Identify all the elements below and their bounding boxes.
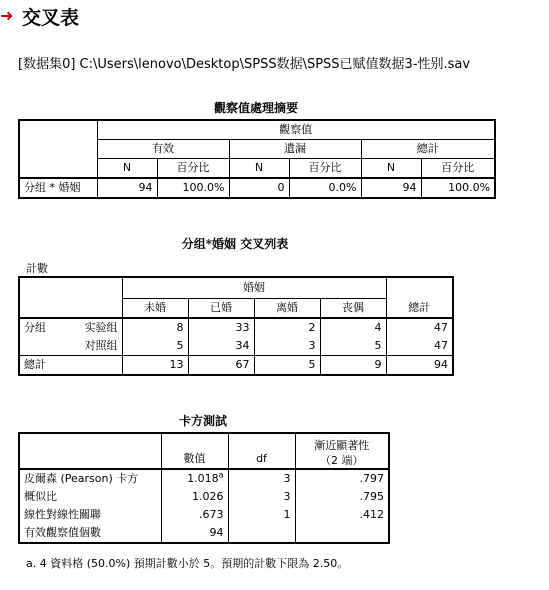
cell-value: 34 [188,337,254,356]
cell-value: 8 [122,318,188,337]
chisq-footnote: a. 4 資料格 (50.0%) 預期計數小於 5。預期的計數下限為 2.50。 [26,557,349,570]
column-header [295,433,389,469]
cell-total: 94 [386,356,453,376]
table-row [19,506,389,524]
row-label: 实验组 [71,318,122,337]
total-row-label: 總計 [19,356,122,376]
cell-value: .673 [161,506,228,524]
table-row [19,469,389,488]
column-header: 百分比 [289,159,361,179]
row-label: 分组 * 婚姻 [19,178,97,198]
sig-header-line2: （2 端） [320,454,364,467]
cell-value: 0 [229,178,289,198]
sig-header-line1: 漸近顯著性 [314,439,370,452]
cell-value: .412 [295,506,389,524]
cell-value: 94 [361,178,421,198]
cell-value: 67 [188,356,254,376]
summary-group-header: 觀察值 [97,120,495,140]
chisq-corner [19,433,161,469]
cell-value: 100.0% [421,178,495,198]
table-row [19,178,495,198]
summary-corner [19,120,97,178]
cell-value [295,524,389,543]
row-label: 有效觀察值個數 [19,524,161,543]
crosstab-table-title: 分组*婚姻 交叉列表 [181,237,289,251]
table-row [19,356,453,376]
cell-value: .797 [295,469,389,488]
column-header: 數值 [161,433,228,469]
cell-value: 1.026 [161,488,228,506]
row-label: 線性對線性關聯 [19,506,161,524]
footnote-marker: a [218,470,224,480]
row-label: 概似比 [19,488,161,506]
cell-total: 47 [386,337,453,356]
crosstab-group-header: 婚姻 [122,277,386,299]
column-header: 离婚 [254,299,320,319]
cell-value: 3 [228,469,295,488]
summary-subheader-total: 總計 [361,140,495,159]
column-header: 百分比 [421,159,495,179]
column-header: N [361,159,421,179]
column-header: df [228,433,295,469]
column-header: 已婚 [188,299,254,319]
crosstab-total-header: 總計 [386,277,453,318]
cell-value [228,524,295,543]
table-row [19,318,453,337]
cell-value: 13 [122,356,188,376]
cell-value: 5 [122,337,188,356]
crosstab-table [18,276,454,376]
page-title: 交叉表 [22,7,80,29]
arrow-right-icon: ➜ [0,6,14,25]
cell-value: 100.0% [157,178,229,198]
chisq-table-title: 卡方測試 [178,414,227,428]
column-header: N [229,159,289,179]
cell-value: 94 [161,524,228,543]
summary-table [18,119,496,199]
cell-value: 33 [188,318,254,337]
column-header: 丧偶 [320,299,386,319]
cell-value: 5 [320,337,386,356]
cell-value: 4 [320,318,386,337]
count-label: 計數 [26,262,48,275]
cell-total: 47 [386,318,453,337]
row-group-label: 分组 [19,318,71,337]
crosstab-corner [19,277,122,318]
column-header: 百分比 [157,159,229,179]
chisq-table [18,432,390,544]
column-header: 未婚 [122,299,188,319]
column-header: N [97,159,157,179]
dataset-path: [数据集0] C:\Users\lenovo\Desktop\SPSS数据\SPSS已赋值数据3-性别.sav [18,57,471,72]
cell-value: 5 [254,356,320,376]
cell-value: 2 [254,318,320,337]
table-row [19,524,389,543]
cell-value: 0.0% [289,178,361,198]
cell-value: 94 [97,178,157,198]
summary-table-title: 觀察值處理摘要 [213,101,298,115]
summary-subheader-missing: 遺漏 [229,140,361,159]
table-row [19,488,389,506]
summary-subheader-valid: 有效 [97,140,229,159]
cell-value: 1 [228,506,295,524]
cell-value: 3 [254,337,320,356]
cell-value: 1.018$^a$ [161,469,228,488]
row-label: 对照组 [71,337,122,356]
table-row [19,337,453,356]
row-label: 皮爾森 (Pearson) 卡方 [19,469,161,488]
cell-value: .795 [295,488,389,506]
cell-value: 3 [228,488,295,506]
cell-value: 9 [320,356,386,376]
